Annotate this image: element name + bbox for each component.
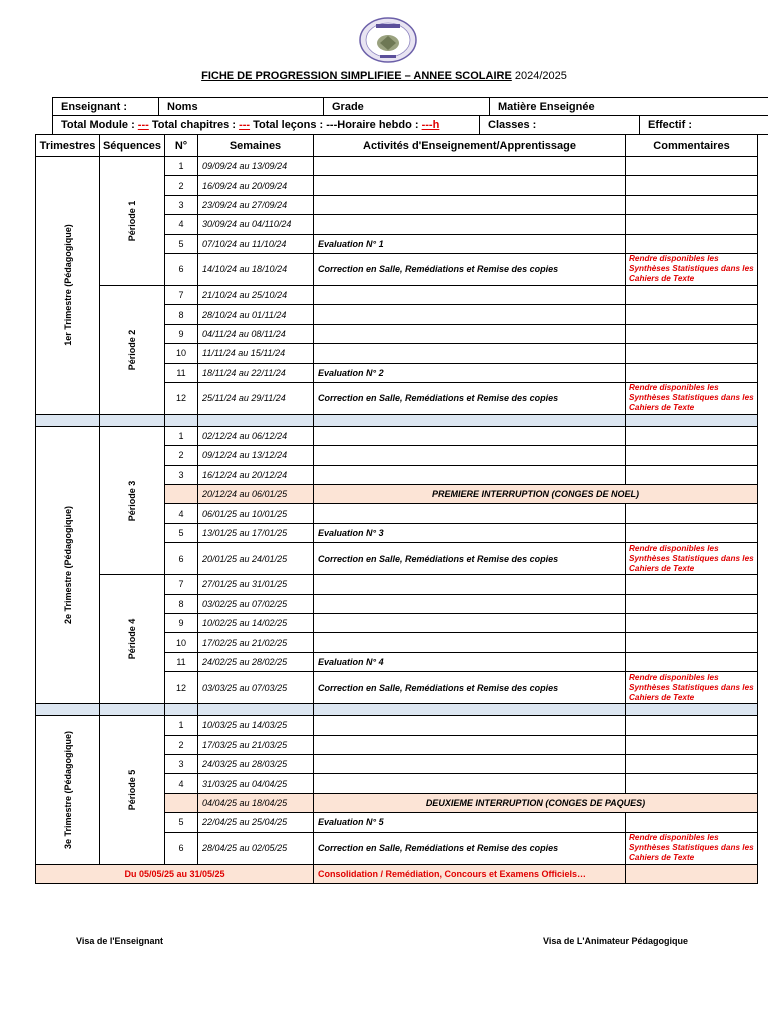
activity-cell xyxy=(314,305,626,324)
periode-2-label: Période 2 xyxy=(127,329,137,371)
week-number: 3 xyxy=(165,195,198,214)
comment-cell xyxy=(626,652,758,671)
evaluation-cell: Evaluation N° 2 xyxy=(314,363,626,382)
correction-cell: Correction en Salle, Remédiations et Remise des copies xyxy=(314,543,626,575)
comment-cell xyxy=(626,614,758,633)
week-number: 12 xyxy=(165,672,198,704)
comment-cell: Rendre disponibles les Synthèses Statistiques dans les Cahiers de Texte xyxy=(626,672,758,704)
week-number: 6 xyxy=(165,253,198,285)
week-number: 8 xyxy=(165,594,198,613)
periode-2-cell xyxy=(100,285,165,414)
activity-cell xyxy=(314,157,626,176)
week-dates: 30/09/24 au 04/110/24 xyxy=(198,215,314,234)
activity-cell xyxy=(314,426,626,445)
comment-cell xyxy=(626,774,758,793)
table-row xyxy=(36,426,758,445)
comment-cell xyxy=(626,157,758,176)
week-number: 5 xyxy=(165,813,198,832)
comment-cell xyxy=(626,754,758,773)
week-dates: 18/11/24 au 22/11/24 xyxy=(198,363,314,382)
week-dates: 07/10/24 au 11/10/24 xyxy=(198,234,314,253)
red-dash-1: --- xyxy=(137,119,149,131)
red-hours: ---h xyxy=(421,119,440,131)
week-dates: 10/02/25 au 14/02/25 xyxy=(198,614,314,633)
week-dates: 23/09/24 au 27/09/24 xyxy=(198,195,314,214)
label-enseignant: Enseignant : xyxy=(53,98,159,116)
table-row xyxy=(36,575,758,594)
interruption-label: PREMIERE INTERRUPTION (CONGES DE NOEL) xyxy=(314,485,758,504)
periode-4-label: Période 4 xyxy=(127,618,137,660)
col-commentaires: Commentaires xyxy=(626,135,758,157)
comment-cell xyxy=(626,215,758,234)
week-dates: 27/01/25 au 31/01/25 xyxy=(198,575,314,594)
week-number: 1 xyxy=(165,716,198,735)
week-number: 4 xyxy=(165,504,198,523)
week-number: 3 xyxy=(165,754,198,773)
week-number: 9 xyxy=(165,324,198,343)
week-dates: 31/03/25 au 04/04/25 xyxy=(198,774,314,793)
separator-row xyxy=(36,704,758,716)
week-dates: 03/02/25 au 07/02/25 xyxy=(198,594,314,613)
correction-cell: Correction en Salle, Remédiations et Remise des copies xyxy=(314,832,626,864)
table-header-row xyxy=(36,135,758,157)
periode-5-label: Période 5 xyxy=(127,769,137,811)
week-dates: 14/10/24 au 18/10/24 xyxy=(198,253,314,285)
comment-cell: Rendre disponibles les Synthèses Statistiques dans les Cahiers de Texte xyxy=(626,543,758,575)
week-dates: 16/09/24 au 20/09/24 xyxy=(198,176,314,195)
week-dates: 25/11/24 au 29/11/24 xyxy=(198,382,314,414)
final-message: Consolidation / Remédiation, Concours et Examens Officiels… xyxy=(314,864,626,883)
evaluation-cell: Evaluation N° 5 xyxy=(314,813,626,832)
table-row xyxy=(36,157,758,176)
evaluation-cell: Evaluation N° 3 xyxy=(314,523,626,542)
title-main: FICHE DE PROGRESSION SIMPLIFIEE – ANNEE SCOLAIRE xyxy=(201,70,512,82)
week-number: 1 xyxy=(165,157,198,176)
interruption-label: DEUXIEME INTERRUPTION (CONGES DE PAQUES) xyxy=(314,793,758,812)
week-dates: 09/09/24 au 13/09/24 xyxy=(198,157,314,176)
activity-cell xyxy=(314,754,626,773)
module-info-table xyxy=(52,115,768,135)
activity-cell xyxy=(314,504,626,523)
comment-cell xyxy=(626,285,758,304)
comment-cell xyxy=(626,575,758,594)
final-date-range: Du 05/05/25 au 31/05/25 xyxy=(36,864,314,883)
activity-cell xyxy=(314,344,626,363)
week-dates: 03/03/25 au 07/03/25 xyxy=(198,672,314,704)
document-title xyxy=(0,70,768,82)
week-number: 2 xyxy=(165,176,198,195)
comment-cell xyxy=(626,465,758,484)
comment-cell xyxy=(626,176,758,195)
week-dates: 09/12/24 au 13/12/24 xyxy=(198,446,314,465)
week-dates: 04/11/24 au 08/11/24 xyxy=(198,324,314,343)
week-dates: 06/01/25 au 10/01/25 xyxy=(198,504,314,523)
week-dates: 02/12/24 au 06/12/24 xyxy=(198,426,314,445)
week-number: 6 xyxy=(165,543,198,575)
comment-cell xyxy=(626,504,758,523)
comment-cell xyxy=(626,305,758,324)
week-dates: 17/02/25 au 21/02/25 xyxy=(198,633,314,652)
week-dates: 13/01/25 au 17/01/25 xyxy=(198,523,314,542)
week-number: 12 xyxy=(165,382,198,414)
red-dash-2: --- xyxy=(239,119,251,131)
table-row xyxy=(36,285,758,304)
label-matiere: Matière Enseignée xyxy=(490,98,768,116)
week-number: 11 xyxy=(165,363,198,382)
week-dates: 22/04/25 au 25/04/25 xyxy=(198,813,314,832)
teacher-info-table xyxy=(52,97,768,116)
activity-cell xyxy=(314,735,626,754)
activity-cell xyxy=(314,176,626,195)
label-effectif: Effectif : xyxy=(640,116,768,135)
comment-cell xyxy=(626,344,758,363)
activity-cell xyxy=(314,465,626,484)
week-number: 7 xyxy=(165,575,198,594)
correction-cell: Correction en Salle, Remédiations et Remise des copies xyxy=(314,253,626,285)
activity-cell xyxy=(314,614,626,633)
periode-4-cell xyxy=(100,575,165,704)
col-sequences: Séquences xyxy=(100,135,165,157)
activity-cell xyxy=(314,446,626,465)
label-total-lecons: Total leçons : xyxy=(250,119,327,131)
comment-cell xyxy=(626,716,758,735)
label-total-chapitres: Total chapitres : xyxy=(148,119,240,131)
comment-cell xyxy=(626,324,758,343)
week-dates: 04/04/25 au 18/04/25 xyxy=(198,793,314,812)
activity-cell xyxy=(314,285,626,304)
week-dates: 16/12/24 au 20/12/24 xyxy=(198,465,314,484)
comment-cell xyxy=(626,864,758,883)
week-dates: 24/03/25 au 28/03/25 xyxy=(198,754,314,773)
week-number: 4 xyxy=(165,215,198,234)
title-year: 2024/2025 xyxy=(511,70,567,82)
trimestre-2-cell xyxy=(36,426,100,703)
week-dates: 21/10/24 au 25/10/24 xyxy=(198,285,314,304)
col-numero: N° xyxy=(165,135,198,157)
week-dates: 17/03/25 au 21/03/25 xyxy=(198,735,314,754)
activity-cell xyxy=(314,774,626,793)
correction-cell: Correction en Salle, Remédiations et Remise des copies xyxy=(314,382,626,414)
trimestre-3-label: 3e Trimestre (Pédagogique) xyxy=(62,730,73,849)
week-number: 9 xyxy=(165,614,198,633)
week-dates: 28/10/24 au 01/11/24 xyxy=(198,305,314,324)
week-number: 2 xyxy=(165,735,198,754)
periode-5-cell xyxy=(100,716,165,864)
week-dates: 10/03/25 au 14/03/25 xyxy=(198,716,314,735)
week-dates: 20/01/25 au 24/01/25 xyxy=(198,543,314,575)
comment-cell xyxy=(626,363,758,382)
comment-cell xyxy=(626,813,758,832)
week-number: 1 xyxy=(165,426,198,445)
trimestre-3-cell xyxy=(36,716,100,864)
trimestre-2-label: 2e Trimestre (Pédagogique) xyxy=(62,506,73,625)
label-classes: Classes : xyxy=(480,116,640,135)
comment-cell xyxy=(626,446,758,465)
final-period-row xyxy=(36,864,758,883)
activity-cell xyxy=(314,633,626,652)
week-number: 5 xyxy=(165,234,198,253)
activity-cell xyxy=(314,215,626,234)
week-number: 6 xyxy=(165,832,198,864)
periode-1-label: Période 1 xyxy=(127,200,137,242)
periode-3-cell xyxy=(100,426,165,574)
comment-cell xyxy=(626,633,758,652)
comment-cell xyxy=(626,234,758,253)
label-horaire: ---Horaire hebdo : xyxy=(326,119,422,131)
comment-cell: Rendre disponibles les Synthèses Statistiques dans les Cahiers de Texte xyxy=(626,832,758,864)
visa-animateur: Visa de L'Animateur Pédagogique xyxy=(543,936,689,946)
col-semaines: Semaines xyxy=(198,135,314,157)
label-noms: Noms xyxy=(159,98,324,116)
progression-table xyxy=(35,134,758,884)
comment-cell: Rendre disponibles les Synthèses Statistiques dans les Cahiers de Texte xyxy=(626,382,758,414)
week-number: 3 xyxy=(165,465,198,484)
activity-cell xyxy=(314,594,626,613)
week-dates: 24/02/25 au 28/02/25 xyxy=(198,652,314,671)
week-dates: 11/11/24 au 15/11/24 xyxy=(198,344,314,363)
col-activites: Activités d'Enseignement/Apprentissage xyxy=(314,135,626,157)
comment-cell xyxy=(626,426,758,445)
separator-row xyxy=(36,414,758,426)
activity-cell xyxy=(314,716,626,735)
correction-cell: Correction en Salle, Remédiations et Remise des copies xyxy=(314,672,626,704)
comment-cell: Rendre disponibles les Synthèses Statistiques dans les Cahiers de Texte xyxy=(626,253,758,285)
week-number: 7 xyxy=(165,285,198,304)
label-grade: Grade xyxy=(324,98,490,116)
week-dates: 20/12/24 au 06/01/25 xyxy=(198,485,314,504)
evaluation-cell: Evaluation N° 1 xyxy=(314,234,626,253)
school-seal-logo xyxy=(358,16,418,64)
activity-cell xyxy=(314,575,626,594)
module-totals xyxy=(53,116,480,135)
week-number: 2 xyxy=(165,446,198,465)
comment-cell xyxy=(626,523,758,542)
week-number: 8 xyxy=(165,305,198,324)
visa-enseignant: Visa de l'Enseignant xyxy=(76,936,164,946)
week-number: 4 xyxy=(165,774,198,793)
table-row xyxy=(36,716,758,735)
trimestre-1-label: 1er Trimestre (Pédagogique) xyxy=(62,224,73,347)
activity-cell xyxy=(314,324,626,343)
periode-3-label: Période 3 xyxy=(127,480,137,521)
week-number: 5 xyxy=(165,523,198,542)
activity-cell xyxy=(314,195,626,214)
week-number: 10 xyxy=(165,344,198,363)
comment-cell xyxy=(626,735,758,754)
comment-cell xyxy=(626,594,758,613)
col-trimestres: Trimestres xyxy=(36,135,100,157)
week-dates: 28/04/25 au 02/05/25 xyxy=(198,832,314,864)
periode-1-cell xyxy=(100,157,165,286)
week-number: 11 xyxy=(165,652,198,671)
week-number: 10 xyxy=(165,633,198,652)
label-total-module: Total Module : xyxy=(61,119,138,131)
trimestre-1-cell xyxy=(36,157,100,415)
comment-cell xyxy=(626,195,758,214)
evaluation-cell: Evaluation N° 4 xyxy=(314,652,626,671)
